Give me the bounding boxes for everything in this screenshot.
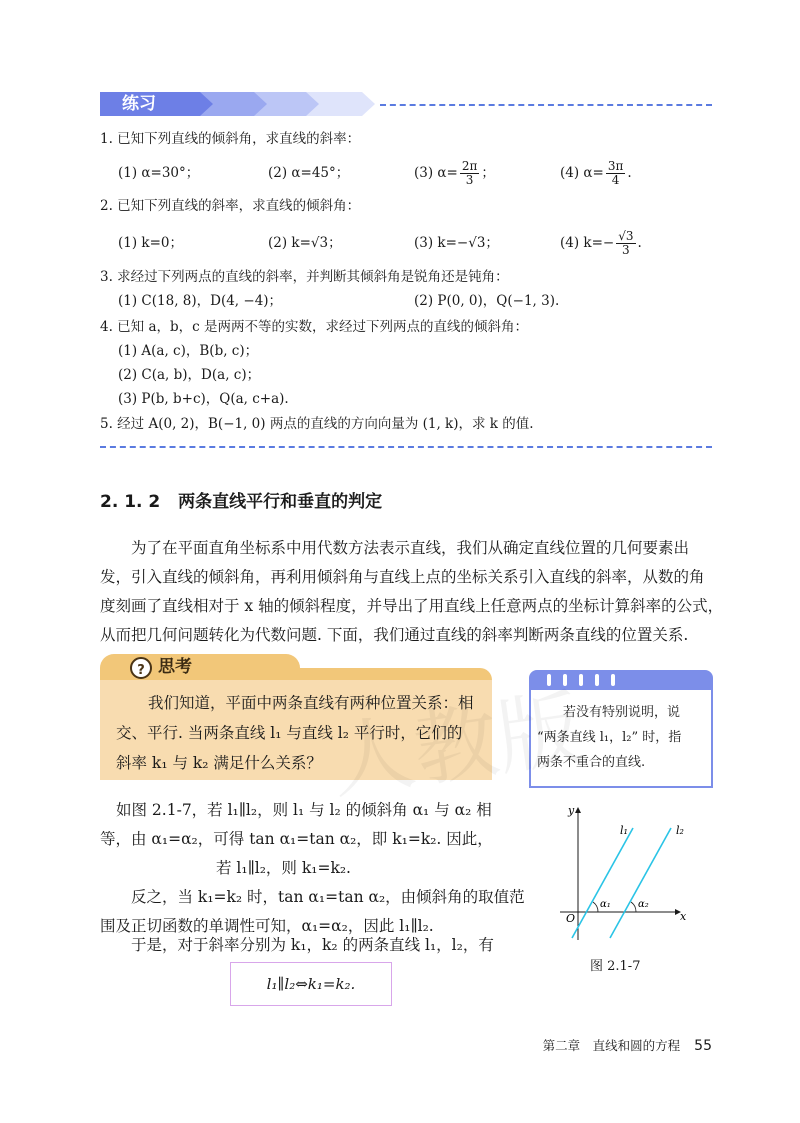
intro-line: 发，引入直线的倾斜角，再利用倾斜角与直线上点的坐标关系引入直线的斜率，从数的角 — [100, 568, 705, 586]
q1-c-numerator: 2π — [461, 159, 478, 173]
q1-item-b: (2) α=45°； — [268, 165, 350, 181]
q3-item-a: (1) C(18, 8)，D(4, −4)； — [118, 293, 283, 309]
intro-line: 为了在平面直角坐标系中用代数方法表示直线，我们从确定直线位置的几何要素出 — [131, 539, 690, 557]
q2-d-prefix: (4) k=− — [560, 235, 615, 251]
think-text — [116, 688, 486, 778]
think-line: 我们知道，平面中两条直线有两种位置关系：相 — [148, 694, 474, 712]
side-note-line: “两条直线 l₁，l₂” 时，指 — [537, 730, 682, 745]
practice-bottom-dashed-line — [100, 446, 712, 448]
side-note-box — [519, 670, 715, 788]
body-line: 围及正切函数的单调性可知，α₁=α₂，因此 l₁∥l₂. — [100, 917, 434, 935]
q5-stem: 5. 经过 A(0, 2)，B(−1, 0) 两点的直线的方向向量为 (1, k)，求 k 的值. — [100, 416, 534, 432]
line-l2-label: l₂ — [676, 824, 684, 837]
think-line: 斜率 k₁ 与 k₂ 满足什么关系？ — [116, 754, 322, 772]
side-note-header — [529, 670, 713, 690]
body-paragraph-3: 于是，对于斜率分别为 k₁，k₂ 的两条直线 l₁，l₂，有 — [131, 936, 494, 954]
q2-item-c: (3) k=−√3； — [414, 235, 499, 251]
practice-header-banner — [100, 92, 380, 116]
q1-stem: 1. 已知下列直线的倾斜角，求直线的斜率： — [100, 131, 361, 147]
side-note-text — [537, 700, 712, 775]
side-note-line: 两条不重合的直线. — [537, 755, 646, 770]
footer-page-number: 55 — [694, 1038, 712, 1054]
body-paragraph-1 — [100, 796, 520, 854]
body-centered-statement: 若 l₁∥l₂，则 k₁=k₂. — [216, 859, 351, 877]
body-line: 反之，当 k₁=k₂ 时，tan α₁=tan α₂，由倾斜角的取值范 — [131, 888, 525, 906]
body-line: 等，由 α₁=α₂，可得 tan α₁=tan α₂，即 k₁=k₂. 因此， — [100, 830, 493, 848]
side-note-line: 若没有特别说明，说 — [563, 705, 681, 720]
formula-box — [230, 962, 392, 1006]
q1-item-a: (1) α=30°； — [118, 165, 200, 181]
q1-d-suffix: . — [627, 165, 632, 181]
line-l1-label: l₁ — [620, 824, 628, 837]
footer-chapter: 第二章 直线和圆的方程 — [542, 1038, 681, 1053]
q2-item-a: (1) k=0； — [118, 235, 183, 251]
formula-text: l₁∥l₂⇔k₁=k₂. — [266, 975, 356, 993]
q1-c-denominator: 3 — [465, 173, 474, 187]
q2-d-fraction — [616, 230, 635, 257]
intro-line: 度刻画了直线相对于 x 轴的倾斜程度，并导出了用直线上任意两点的坐标计算斜率的公式， — [100, 597, 724, 615]
figure-2-1-7 — [550, 800, 700, 950]
q2-d-suffix: . — [637, 235, 642, 251]
q1-d-prefix: (4) α= — [560, 165, 604, 181]
q1-c-prefix: (3) α= — [414, 165, 458, 181]
line-l1 — [572, 828, 633, 938]
q1-d-fraction — [606, 160, 626, 187]
q1-item-c — [414, 153, 495, 193]
question-icon: ? — [130, 657, 152, 679]
q2-stem: 2. 已知下列直线的斜率，求直线的倾斜角： — [100, 198, 361, 214]
angle-alpha2-arc — [631, 902, 636, 912]
binder-rings-graphic — [529, 670, 713, 690]
q2-item-b: (2) k=√3； — [268, 235, 342, 251]
intro-paragraph — [100, 534, 724, 650]
q4-stem: 4. 已知 a，b，c 是两两不等的实数，求经过下列两点的直线的倾斜角： — [100, 319, 529, 335]
page-footer — [540, 1037, 712, 1055]
think-box — [100, 654, 492, 780]
q4-item-c: (3) P(b, b+c)，Q(a, c+a). — [118, 391, 289, 407]
angle-alpha2-label: α₂ — [638, 899, 649, 910]
q2-d-denominator: 3 — [622, 243, 630, 257]
angle-alpha1-label: α₁ — [600, 899, 611, 910]
origin-label: O — [566, 912, 576, 925]
x-axis-label: x — [680, 910, 687, 923]
q1-d-denominator: 4 — [611, 173, 620, 187]
y-axis-label: y — [568, 804, 575, 817]
figure-caption: 图 2.1-7 — [590, 959, 641, 974]
q3-item-b: (2) P(0, 0)，Q(−1, 3). — [414, 293, 560, 309]
intro-line: 从而把几何问题转化为代数问题. 下面，我们通过直线的斜率判断两条直线的位置关系. — [100, 626, 689, 644]
q4-item-b: (2) C(a, b)，D(a, c)； — [118, 367, 261, 383]
q4-item-a: (1) A(a, c)，B(b, c)； — [118, 343, 259, 359]
q1-d-numerator: 3π — [607, 159, 624, 173]
section-heading — [100, 490, 382, 514]
think-line: 交、平行. 当两条直线 l₁ 与直线 l₂ 平行时，它们的 — [116, 724, 463, 742]
q2-d-numerator: √3 — [618, 229, 634, 243]
section-number: 2. 1. 2 — [100, 492, 161, 512]
q1-c-fraction — [460, 160, 480, 187]
q3-stem: 3. 求经过下列两点的直线的斜率，并判断其倾斜角是锐角还是钝角： — [100, 269, 509, 285]
q1-item-d — [560, 153, 632, 193]
think-title: 思考 — [158, 657, 192, 677]
practice-header-title: 练习 — [122, 94, 156, 114]
body-line: 如图 2.1-7，若 l₁∥l₂，则 l₁ 与 l₂ 的倾斜角 α₁ 与 α₂ 相 — [116, 801, 492, 819]
practice-top-dashed-line — [380, 104, 712, 106]
angle-alpha1-arc — [593, 902, 598, 912]
line-l2 — [610, 828, 671, 938]
q1-c-suffix: ； — [481, 165, 495, 181]
section-title: 两条直线平行和垂直的判定 — [178, 492, 383, 512]
q2-item-d — [560, 223, 642, 263]
